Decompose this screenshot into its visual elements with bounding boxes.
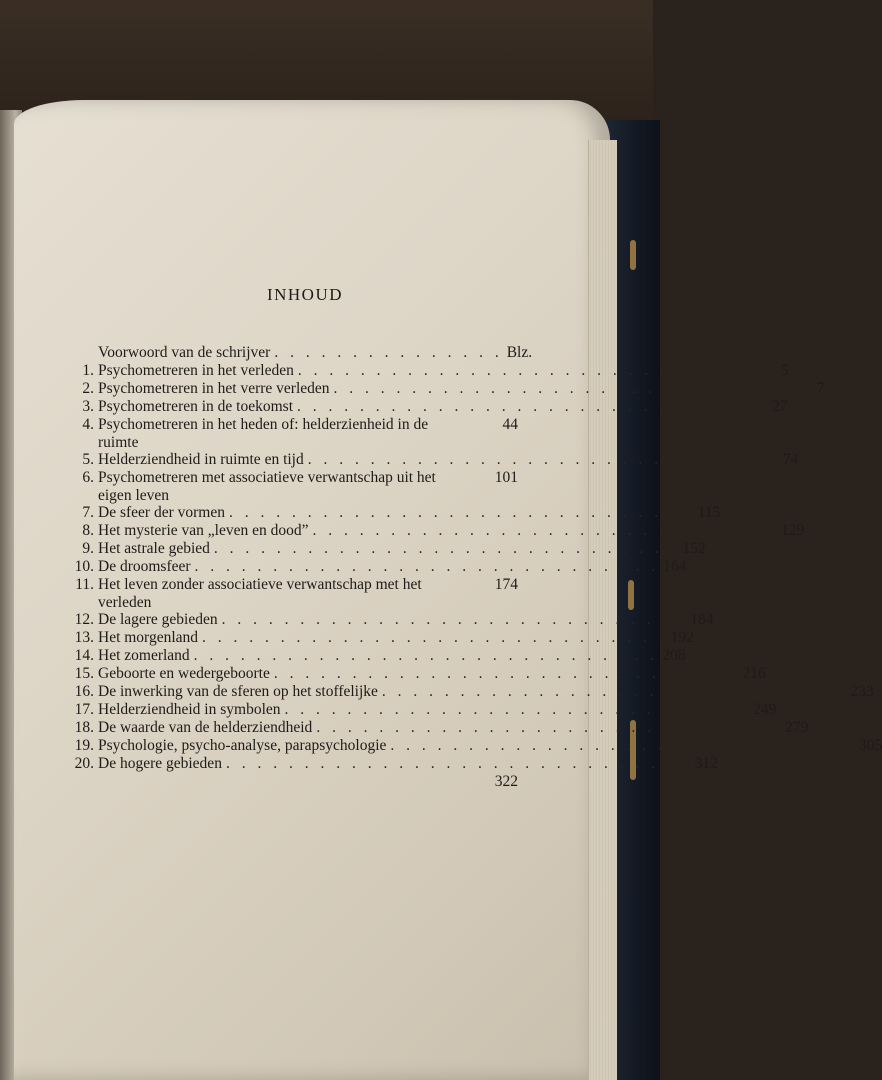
dot-leader: . . . . . . . . . . . . . . . . . . . . . . . . . . . . . . xyxy=(194,558,660,575)
toc-entry xyxy=(60,755,718,773)
toc-entry xyxy=(60,451,799,469)
toc-title: Psychometreren in het verre verleden xyxy=(98,380,330,397)
toc-page-number: 44 xyxy=(502,416,518,433)
toc-entry xyxy=(60,362,789,380)
toc-entry xyxy=(60,469,518,504)
toc-number: 20. xyxy=(74,755,94,772)
toc-title: De sfeer der vormen xyxy=(98,504,225,521)
toc-title: Helderziendheid in symbolen xyxy=(98,701,281,718)
toc-entry xyxy=(60,611,714,629)
toc-title: Het mysterie van „leven en dood” xyxy=(98,522,309,539)
toc-page-number: 279 xyxy=(784,719,809,736)
dot-leader: . . . . . . . . . . . . . . . . . . . . . . . . . . . . . . xyxy=(193,647,659,664)
toc-number: 2. xyxy=(82,380,94,397)
toc-number: 18. xyxy=(74,719,94,736)
toc-number: 6. xyxy=(82,469,94,486)
toc-number: 4. xyxy=(82,416,94,433)
toc-number: 5. xyxy=(82,451,94,468)
toc-page-number: 164 xyxy=(663,558,687,575)
toc-number: 10. xyxy=(74,558,94,575)
toc-entry xyxy=(60,540,706,558)
toc-entry xyxy=(60,719,809,737)
toc-title: Geboorte en wedergeboorte xyxy=(98,665,270,682)
dot-leader: . . . . . . . . . . . . . . . . . . . . . . . . . . . . . . xyxy=(273,665,739,682)
dot-leader: . . . . . . . . . . . . . . . . . . . . . . . . . . . . . . xyxy=(307,451,773,468)
toc-page-number: 101 xyxy=(494,469,518,486)
toc-page-number: 74 xyxy=(782,451,799,468)
toc-page-number: 216 xyxy=(742,665,766,682)
toc-page-number: 208 xyxy=(662,647,686,664)
toc-entry xyxy=(60,576,518,611)
dot-leader: . . . . . . . . . . . . . . . . . . . . . . . . . . . . . . xyxy=(316,719,781,736)
toc-page-number: 152 xyxy=(682,540,706,557)
toc-page-number: 7 xyxy=(816,380,825,397)
toc-title: Het zomerland xyxy=(98,647,190,664)
toc-title: De lagere gebieden xyxy=(98,611,218,628)
dot-leader: . . . . . . . . . . . . . . . . . . . . . . . . . . . . . . xyxy=(333,380,799,397)
toc-entry xyxy=(60,647,686,665)
toc-entry xyxy=(60,416,518,451)
dot-leader: . . . . . . . . . . . . . . . . . . . . . . . . . . . . . . xyxy=(297,362,763,379)
toc-page-number: 249 xyxy=(753,701,777,718)
toc-entry xyxy=(60,504,721,522)
toc-page-number: 305 xyxy=(859,737,882,754)
toc-number: 17. xyxy=(74,701,94,718)
toc-number: 7. xyxy=(82,504,94,521)
toc-page-number: 322 xyxy=(494,773,518,790)
toc-entry xyxy=(60,701,777,719)
toc-entry xyxy=(60,665,766,683)
toc-entry xyxy=(60,683,874,701)
toc-title-continuation: verleden xyxy=(98,594,152,611)
page-fore-edge xyxy=(588,140,617,1080)
toc-title: Psychologie, psycho-analyse, parapsychologie xyxy=(98,737,387,754)
toc-number: 9. xyxy=(82,540,94,557)
toc-number: 3. xyxy=(82,398,94,415)
cover-ornament xyxy=(628,580,634,610)
toc-title: De hogere gebieden xyxy=(98,755,222,772)
toc-number: 15. xyxy=(74,665,94,682)
dot-leader: . . . . . . . . . . . . . . . xyxy=(274,344,503,361)
toc-preface xyxy=(60,344,533,362)
toc-page-number: 115 xyxy=(697,504,721,521)
dot-leader: . . . . . . . . . . . . . . . . . . . . . . . . . . . . . . xyxy=(221,611,687,628)
dot-leader: . . . . . . . . . . . . . . . . . . . . . . . . . . . . . . xyxy=(225,755,691,772)
toc-page-number: 27 xyxy=(772,398,788,415)
toc-entry xyxy=(60,737,882,755)
toc-entries xyxy=(60,362,882,773)
dot-leader: . . . . . . . . . . . . . . . . . . . . . . . . . . . . . . xyxy=(312,522,778,539)
toc-title: Het astrale gebied xyxy=(98,540,210,557)
toc-title: Psychometreren in de toekomst xyxy=(98,398,293,415)
toc-number: 13. xyxy=(74,629,94,646)
toc-title-continuation: ruimte xyxy=(98,434,139,451)
page-column-label: Blz. xyxy=(506,344,533,361)
toc-entry xyxy=(60,522,805,540)
toc-title: Het morgenland xyxy=(98,629,199,646)
toc-title: De waarde van de helderziendheid xyxy=(98,719,313,736)
cover-ornament xyxy=(630,240,636,270)
toc-number: 1. xyxy=(82,362,94,379)
toc-title-continuation: eigen leven xyxy=(98,487,170,504)
toc-title: Psychometreren in het heden of: helderzienheid in de xyxy=(98,416,429,433)
toc-title: Voorwoord van de schrijver xyxy=(98,344,271,361)
toc-entry xyxy=(60,558,687,576)
dot-leader: . . . . . . . . . . . . . . . . . . . . . . . . . . . . . . xyxy=(297,398,762,415)
toc-title: De droomsfeer xyxy=(98,558,191,575)
toc-trailing-row xyxy=(60,773,518,791)
toc-title: Psychometreren in het verleden xyxy=(98,362,294,379)
toc-page-number: 174 xyxy=(494,576,518,593)
toc-entry xyxy=(60,398,788,416)
toc-title: Het leven zonder associatieve verwantschap met het xyxy=(98,576,422,593)
dot-leader: . . . . . . . . . . . . . . . . . . . . . . . . . . . . . . xyxy=(390,737,856,754)
toc-number: 8. xyxy=(82,522,94,539)
dot-leader: . . . . . . . . . . . . . . . . . . . . . . . . . . . . . . xyxy=(284,701,750,718)
toc-entry xyxy=(60,629,694,647)
toc-page-number: 129 xyxy=(781,522,805,539)
toc-number: 12. xyxy=(74,611,94,628)
toc-number: 14. xyxy=(74,647,94,664)
toc-title: De inwerking van de sferen op het stoffelijke xyxy=(98,683,378,700)
toc-page-number: 184 xyxy=(690,611,714,628)
table-of-contents xyxy=(60,344,882,791)
toc-page-number: 233 xyxy=(850,683,874,700)
dot-leader: . . . . . . . . . . . . . . . . . . . . . . . . . . . . . . xyxy=(228,504,694,521)
toc-title: Psychometreren met associatieve verwantschap uit het xyxy=(98,469,436,486)
toc-number: 19. xyxy=(74,737,94,754)
toc-entry xyxy=(60,380,825,398)
toc-page-number: 5 xyxy=(780,362,789,379)
dot-leader: . . . . . . . . . . . . . . . . . . . . . . . . . . . . . . xyxy=(202,629,667,646)
toc-page-number: 192 xyxy=(670,629,694,646)
page-title: INHOUD xyxy=(266,285,344,304)
toc-title: Helderziendheid in ruimte en tijd xyxy=(98,451,304,468)
dot-leader: . . . . . . . . . . . . . . . . . . . . . . . . . . . . . . xyxy=(381,683,847,700)
dot-leader: . . . . . . . . . . . . . . . . . . . . . . . . . . . . . . xyxy=(213,540,679,557)
toc-number: 16. xyxy=(74,683,94,700)
toc-page-number: 312 xyxy=(694,755,718,772)
toc-number: 11. xyxy=(75,576,94,593)
